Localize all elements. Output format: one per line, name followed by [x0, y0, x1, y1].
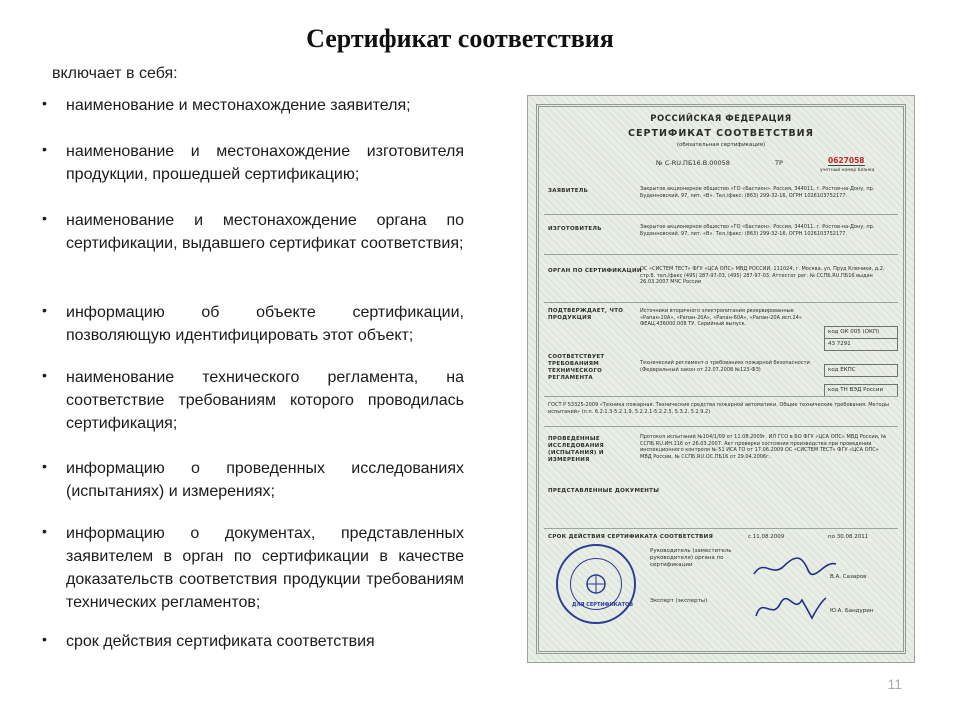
tnved-code-label: код ТН ВЭД России: [824, 384, 898, 397]
certificate-title: СЕРТИФИКАТ СООТВЕТСТВИЯ: [628, 128, 814, 139]
okp-code-value: 43 7291: [824, 338, 898, 351]
ekps-code-label: код ЕКПС: [824, 364, 898, 377]
okp-code-label: код ОК 005 (ОКП): [824, 326, 898, 339]
list-item: • информацию о проведенных исследованиях (испытаниях) и измерениях;: [42, 457, 464, 503]
list-item: • наименование и местонахождение изготовителя продукции, прошедшей сертификацию;: [42, 140, 464, 186]
list-item: • информацию о документах, представленных заявителем в орган по сертификации в качестве доказательств соответствия продукции требованиям технических регламентов;: [42, 522, 464, 614]
divider: [544, 214, 898, 215]
divider: [544, 426, 898, 427]
list-item: • наименование и местонахождение заявителя;: [42, 94, 464, 117]
list-item: • наименование технического регламента, на соответствие требованиям которого проводилась сертификация;: [42, 366, 464, 435]
bullet-icon: •: [42, 95, 47, 111]
certificate-image: [527, 95, 915, 663]
divider: [544, 254, 898, 255]
head-name: В.А. Сазаров: [830, 574, 867, 580]
list-item: • информацию об объекте сертификации, позволяющую идентифицировать этот объект;: [42, 301, 464, 347]
certificate-number: № С-RU.ПБ16.В.00058: [656, 159, 730, 167]
bullet-icon: •: [42, 458, 47, 474]
expert-signature: [750, 592, 830, 624]
page-number: 11: [887, 676, 902, 692]
bullet-icon: •: [42, 367, 47, 383]
validity-label: СРОК ДЕЙСТВИЯ СЕРТИФИКАТА СООТВЕТСТВИЯ: [548, 534, 714, 540]
bullet-icon: •: [42, 302, 47, 318]
subtitle: включает в себя:: [52, 65, 178, 82]
compliance-label: СООТВЕТСТВУЕТ ТРЕБОВАНИЯМ ТЕХНИЧЕСКОГО РЕГЛАМЕНТА: [548, 354, 605, 381]
certificate-serial-note: учетный номер бланка: [820, 168, 875, 173]
list-item: • срок действия сертификата соответствия: [42, 630, 464, 653]
validity-from: с 11.08.2009: [748, 534, 785, 540]
applicant-label: ЗАЯВИТЕЛЬ: [548, 188, 589, 194]
seal-stamp: [556, 544, 636, 624]
gost-text: ГОСТ Р 53325-2009 «Техника пожарная. Технические средства пожарной автоматики. Общие технические требования. Методы испытаний» (п.п. 6.2.1.3-5.2.1.9, 5.2.2.1-5.2.2.5, 5.3.2, 5.2.9.2): [548, 402, 889, 415]
certificate-subtitle: (обязательная сертификация): [676, 142, 766, 148]
bullet-icon: •: [42, 141, 47, 157]
certification-body-text: ОС «СИСТЕМ ТЕСТ» ФГУ «ЦСА ОПС» МВД РОССИИ, 111024, г. Москва, ул. Пруд Ключики, д.2, стр.8. тел./факс (495) 287-97-03, (495) 287-97-03. Аттестат рег. № ССПБ.RU.ПБ16 выдан 26.03.2007 МЧС России: [640, 266, 885, 285]
compliance-text: Технический регламент о требованиях пожарной безопасности (Федеральный закон от 22.07.2008 №123-ФЗ): [640, 360, 810, 373]
divider: [544, 528, 898, 529]
documents-label: ПРЕДСТАВЛЕННЫЕ ДОКУМЕНТЫ: [548, 488, 660, 494]
page-title: Сертификат соответствия: [306, 24, 614, 53]
confirms-label: ПОДТВЕРЖДАЕТ, ЧТО ПРОДУКЦИЯ: [548, 308, 624, 321]
confirms-text: Источники вторичного электропитания резервированные «Рапан-10А», «Рапан-20А», «Рапан-60А», «Рапан-20А исп.24» ФЕАЦ.436000.008 ТУ. Серийный выпуск.: [640, 308, 802, 327]
bullet-icon: •: [42, 210, 47, 226]
tests-label: ПРОВЕДЕННЫЕ ИССЛЕДОВАНИЯ (ИСПЫТАНИЯ) И ИЗМЕРЕНИЯ: [548, 436, 605, 463]
certificate-country: РОССИЙСКАЯ ФЕДЕРАЦИЯ: [650, 114, 792, 124]
list-item: • наименование и местонахождение органа по сертификации, выдавшего сертификат соответствия;: [42, 209, 464, 255]
applicant-text: Закрытое акционерное общество «ГО «Бастион». Россия, 344011, г. Ростов-на-Дону, пр. Буденновский, 97, лит. «В». Тел./факс: (863) 299-32-16, ОГРН 1026103752177.: [640, 186, 875, 199]
seal-emblem: [556, 544, 636, 624]
manufacturer-text: Закрытое акционерное общество «ГО «Бастион». Россия, 344011, г. Ростов-на-Дону, пр. Буденновский, 97, лит. «В». Тел./факс: (863) 299-32-16, ОГРН 1026103752177.: [640, 224, 875, 237]
tests-text: Протокол испытаний №104/1/09 от 11.08.2009г. ИЛ ГСО в БО ФГУ «ЦСА ОПС» МВД России, № ССПБ.RU.ИН.116 от 26.03.2007. Акт проверки состояния производства при проведении инспекционного контроля № 51 ИСА ГО от 17.06.2009 ОС «СИСТЕМ ТЕСТ» ФГУ «ЦСА ОПС» МВД России, № ССПБ.RU.ОС.ПБ16 от 29.04.2006г.: [640, 434, 887, 460]
certificate-serial: 0627058: [828, 156, 865, 165]
head-signature: [750, 552, 840, 582]
validity-to: по 30.08.2011: [828, 534, 869, 540]
divider: [544, 396, 898, 397]
expert-signature-label: Эксперт (эксперты): [650, 598, 708, 604]
head-signature-label: Руководитель (заместитель руководителя) органа по сертификации: [650, 548, 732, 568]
manufacturer-label: ИЗГОТОВИТЕЛЬ: [548, 226, 602, 232]
expert-name: Ю.А. Бандурин: [830, 608, 874, 614]
bullet-icon: •: [42, 523, 47, 539]
divider: [544, 302, 898, 303]
certificate-tf: ТР: [775, 159, 783, 167]
seal-text: ДЛЯ СЕРТИФИКАТОВ: [572, 602, 634, 608]
certification-body-label: ОРГАН ПО СЕРТИФИКАЦИИ: [548, 268, 642, 274]
bullet-icon: •: [42, 631, 47, 647]
